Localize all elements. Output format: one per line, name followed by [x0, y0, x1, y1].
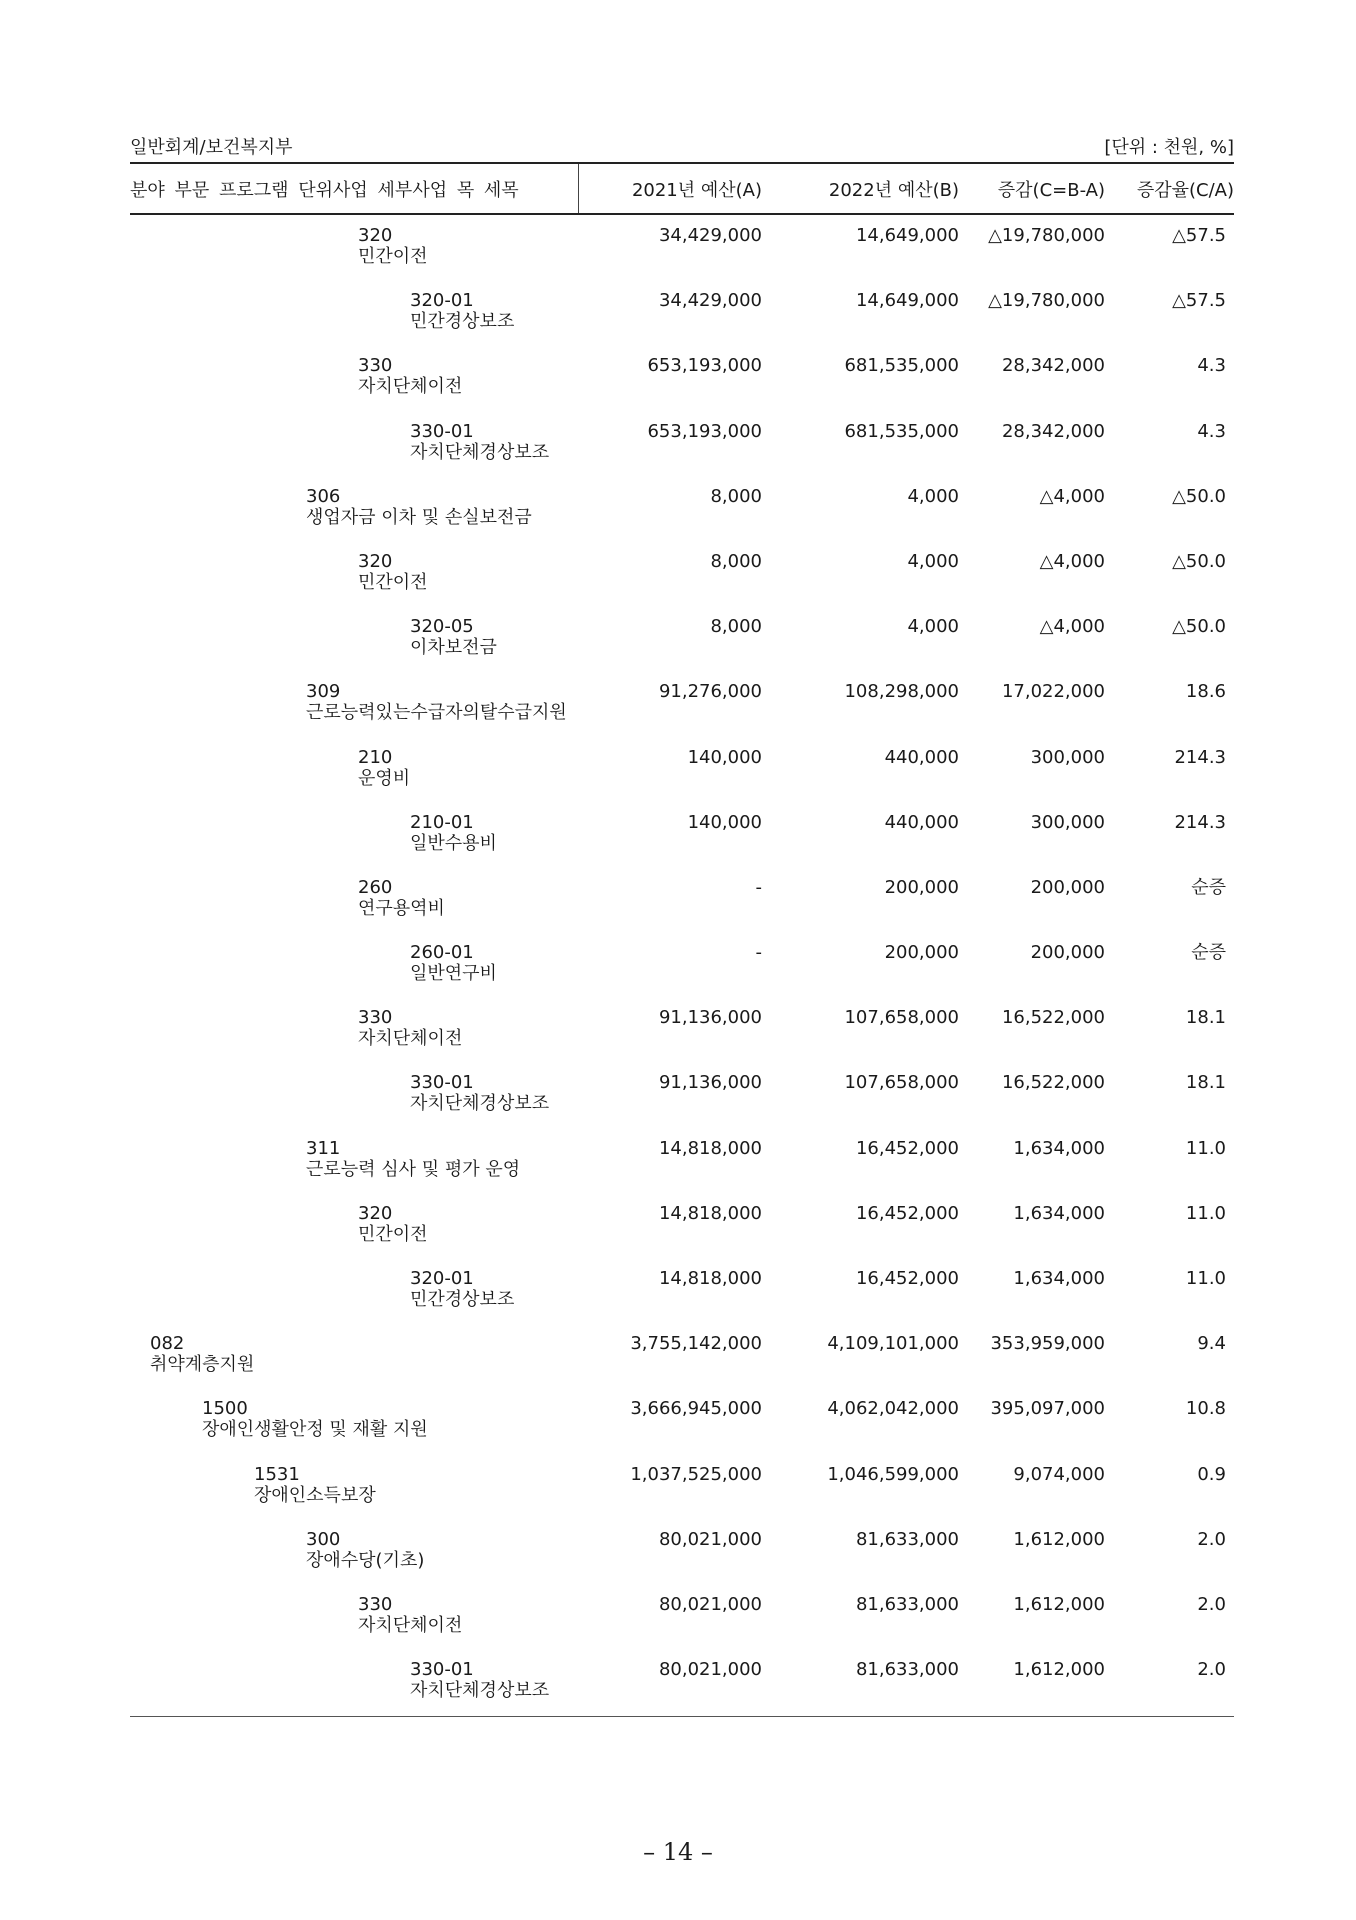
- row-budget-2021: 80,021,000: [658, 1593, 762, 1615]
- table-row: [130, 748, 1234, 813]
- row-diff: 200,000: [1030, 876, 1105, 898]
- row-name: 민간이전: [358, 571, 428, 593]
- row-code: 1500: [202, 1398, 248, 1420]
- row-budget-2022: 200,000: [884, 942, 959, 964]
- header-diff: 증감(C=B-A): [997, 180, 1105, 201]
- row-diff: 1,612,000: [1013, 1593, 1105, 1615]
- row-name: 근로능력있는수급자의탈수급지원: [306, 702, 567, 724]
- row-code: 311: [306, 1137, 341, 1159]
- table-row: [130, 878, 1234, 943]
- row-budget-2022: 681,535,000: [844, 420, 959, 442]
- row-name: 자치단체경상보조: [410, 1680, 550, 1702]
- table-row: [130, 943, 1234, 1008]
- table-row: [130, 813, 1234, 878]
- table-row: [130, 422, 1234, 487]
- row-name: 장애인생활안정 및 재활 지원: [202, 1419, 428, 1441]
- row-diff: 16,522,000: [1001, 1072, 1105, 1094]
- row-rate: 2.0: [1197, 1593, 1226, 1615]
- row-budget-2021: 140,000: [687, 811, 762, 833]
- row-diff: 9,074,000: [1013, 1463, 1105, 1485]
- document-header: [130, 133, 1234, 159]
- row-budget-2021: 8,000: [710, 485, 762, 507]
- row-code: 330-01: [410, 420, 474, 442]
- table-row: [130, 682, 1234, 747]
- row-budget-2021: -: [755, 876, 762, 898]
- row-name: 민간이전: [358, 1223, 428, 1245]
- header-column-divider: [578, 164, 579, 213]
- row-budget-2021: 34,429,000: [658, 225, 762, 246]
- row-rate: △57.5: [1172, 225, 1226, 246]
- row-budget-2022: 16,452,000: [855, 1137, 959, 1159]
- row-rate: 4.3: [1197, 355, 1226, 377]
- table-row: [130, 487, 1234, 552]
- row-diff: 17,022,000: [1001, 681, 1105, 703]
- row-budget-2021: 653,193,000: [647, 420, 762, 442]
- table-header-rule: [130, 213, 1234, 215]
- row-name: 생업자금 이차 및 손실보전금: [306, 506, 532, 528]
- row-budget-2021: 3,666,945,000: [630, 1398, 762, 1420]
- row-budget-2021: 653,193,000: [647, 355, 762, 377]
- row-budget-2021: 80,021,000: [658, 1659, 762, 1681]
- row-budget-2021: 1,037,525,000: [630, 1463, 762, 1485]
- row-name: 일반수용비: [410, 832, 497, 854]
- row-diff: 1,634,000: [1013, 1202, 1105, 1224]
- row-rate: 214.3: [1174, 811, 1226, 833]
- budget-table-body: [130, 226, 1234, 1725]
- row-budget-2021: -: [755, 942, 762, 964]
- row-rate: 18.6: [1185, 681, 1226, 703]
- row-budget-2021: 91,136,000: [658, 1007, 762, 1029]
- row-budget-2022: 1,046,599,000: [827, 1463, 959, 1485]
- row-diff: 200,000: [1030, 942, 1105, 964]
- row-code: 320-05: [410, 616, 474, 638]
- row-rate: 2.0: [1197, 1659, 1226, 1681]
- table-row: [130, 1073, 1234, 1138]
- row-rate: 9.4: [1197, 1333, 1226, 1355]
- table-row: [130, 1269, 1234, 1334]
- row-rate: 18.1: [1185, 1007, 1226, 1029]
- row-budget-2022: 14,649,000: [855, 290, 959, 312]
- row-budget-2021: 14,818,000: [658, 1137, 762, 1159]
- row-code: 210-01: [410, 811, 474, 833]
- row-diff: 28,342,000: [1001, 355, 1105, 377]
- row-rate: △50.0: [1172, 550, 1226, 572]
- row-diff: 300,000: [1030, 746, 1105, 768]
- row-budget-2021: 80,021,000: [658, 1528, 762, 1550]
- row-name: 이차보전금: [410, 637, 497, 659]
- row-rate: 214.3: [1174, 746, 1226, 768]
- row-diff: 300,000: [1030, 811, 1105, 833]
- page-number: – 14 –: [643, 1838, 713, 1866]
- row-code: 260: [358, 876, 393, 898]
- row-diff: 16,522,000: [1001, 1007, 1105, 1029]
- row-diff: △19,780,000: [988, 225, 1105, 246]
- row-name: 자치단체이전: [358, 376, 463, 398]
- row-code: 320-01: [410, 1268, 474, 1289]
- row-diff: 1,612,000: [1013, 1659, 1105, 1681]
- row-rate: 18.1: [1185, 1072, 1226, 1094]
- table-row: [130, 1204, 1234, 1269]
- row-rate: △57.5: [1172, 290, 1226, 312]
- row-budget-2022: 108,298,000: [844, 681, 959, 703]
- row-code: 330-01: [410, 1659, 474, 1681]
- row-diff: △4,000: [1039, 485, 1105, 507]
- unit-note: [단위 : 천원, %]: [1104, 137, 1234, 158]
- row-code: 082: [150, 1333, 185, 1355]
- row-budget-2022: 440,000: [884, 811, 959, 833]
- row-name: 민간경상보조: [410, 311, 515, 333]
- row-budget-2021: 14,818,000: [658, 1268, 762, 1289]
- row-diff: △19,780,000: [988, 290, 1105, 312]
- row-budget-2021: 140,000: [687, 746, 762, 768]
- row-code: 309: [306, 681, 341, 703]
- table-row: [130, 617, 1234, 682]
- row-code: 330: [358, 355, 393, 377]
- row-code: 330-01: [410, 1072, 474, 1094]
- row-rate: 11.0: [1185, 1268, 1226, 1289]
- row-code: 260-01: [410, 942, 474, 964]
- table-row: [130, 1334, 1234, 1399]
- row-rate: 11.0: [1185, 1202, 1226, 1224]
- row-name: 민간이전: [358, 246, 428, 267]
- row-name: 민간경상보조: [410, 1289, 515, 1310]
- row-code: 320: [358, 550, 393, 572]
- row-budget-2021: 3,755,142,000: [630, 1333, 762, 1355]
- row-budget-2022: 4,000: [907, 616, 959, 638]
- table-header: [130, 176, 1234, 204]
- row-code: 320: [358, 225, 393, 246]
- row-name: 장애인소득보장: [254, 1484, 376, 1506]
- row-budget-2022: 200,000: [884, 876, 959, 898]
- row-rate: 4.3: [1197, 420, 1226, 442]
- row-budget-2022: 4,062,042,000: [827, 1398, 959, 1420]
- row-budget-2021: 8,000: [710, 550, 762, 572]
- table-row: [130, 1139, 1234, 1204]
- row-name: 자치단체경상보조: [410, 1093, 550, 1115]
- row-code: 306: [306, 485, 341, 507]
- account-title: 일반회계/보건복지부: [130, 137, 293, 158]
- table-row: [130, 1465, 1234, 1530]
- row-diff: 353,959,000: [990, 1333, 1105, 1355]
- row-budget-2021: 34,429,000: [658, 290, 762, 312]
- row-budget-2022: 81,633,000: [855, 1593, 959, 1615]
- row-name: 운영비: [358, 767, 411, 789]
- row-name: 자치단체이전: [358, 1028, 463, 1050]
- row-budget-2022: 4,000: [907, 550, 959, 572]
- table-row: [130, 1008, 1234, 1073]
- row-budget-2022: 16,452,000: [855, 1268, 959, 1289]
- row-code: 300: [306, 1528, 341, 1550]
- row-name: 연구용역비: [358, 897, 445, 919]
- table-bottom-rule: [130, 1716, 1234, 1717]
- row-name: 장애수당(기초): [306, 1549, 425, 1571]
- row-budget-2022: 14,649,000: [855, 225, 959, 246]
- header-budget-2021: 2021년 예산(A): [631, 180, 762, 201]
- row-diff: 1,634,000: [1013, 1137, 1105, 1159]
- row-rate: 0.9: [1197, 1463, 1226, 1485]
- row-rate: △50.0: [1172, 485, 1226, 507]
- row-budget-2021: 8,000: [710, 616, 762, 638]
- row-budget-2022: 81,633,000: [855, 1528, 959, 1550]
- table-row: [130, 291, 1234, 356]
- table-row: [130, 1595, 1234, 1660]
- row-budget-2022: 4,000: [907, 485, 959, 507]
- row-rate: 순증: [1191, 876, 1226, 898]
- row-diff: △4,000: [1039, 550, 1105, 572]
- row-name: 근로능력 심사 및 평가 운영: [306, 1158, 521, 1180]
- table-row: [130, 1530, 1234, 1595]
- row-budget-2021: 14,818,000: [658, 1202, 762, 1224]
- table-row: [130, 552, 1234, 617]
- row-budget-2022: 107,658,000: [844, 1072, 959, 1094]
- table-row: [130, 356, 1234, 421]
- row-rate: 10.8: [1185, 1398, 1226, 1420]
- row-code: 210: [358, 746, 393, 768]
- table-row: [130, 226, 1234, 291]
- table-top-rule: [130, 162, 1234, 164]
- row-rate: 11.0: [1185, 1137, 1226, 1159]
- row-budget-2022: 16,452,000: [855, 1202, 959, 1224]
- row-budget-2021: 91,136,000: [658, 1072, 762, 1094]
- header-label: 분야 부문 프로그램 단위사업 세부사업 목 세목: [130, 180, 519, 201]
- header-budget-2022: 2022년 예산(B): [828, 180, 959, 201]
- row-diff: 1,612,000: [1013, 1528, 1105, 1550]
- row-budget-2022: 107,658,000: [844, 1007, 959, 1029]
- table-row: [130, 1399, 1234, 1464]
- row-budget-2022: 81,633,000: [855, 1659, 959, 1681]
- row-name: 일반연구비: [410, 963, 497, 985]
- row-name: 취약계층지원: [150, 1354, 255, 1376]
- row-rate: 순증: [1191, 942, 1226, 964]
- row-budget-2022: 440,000: [884, 746, 959, 768]
- row-diff: 395,097,000: [990, 1398, 1105, 1420]
- row-code: 330: [358, 1593, 393, 1615]
- row-budget-2021: 91,276,000: [658, 681, 762, 703]
- row-diff: 1,634,000: [1013, 1268, 1105, 1289]
- row-code: 330: [358, 1007, 393, 1029]
- row-code: 320: [358, 1202, 393, 1224]
- row-name: 자치단체경상보조: [410, 441, 550, 463]
- row-name: 자치단체이전: [358, 1614, 463, 1636]
- row-code: 1531: [254, 1463, 300, 1485]
- row-rate: △50.0: [1172, 616, 1226, 638]
- row-budget-2022: 4,109,101,000: [827, 1333, 959, 1355]
- row-budget-2022: 681,535,000: [844, 355, 959, 377]
- row-diff: 28,342,000: [1001, 420, 1105, 442]
- row-code: 320-01: [410, 290, 474, 312]
- row-rate: 2.0: [1197, 1528, 1226, 1550]
- row-diff: △4,000: [1039, 616, 1105, 638]
- header-rate: 증감율(C/A): [1136, 180, 1234, 201]
